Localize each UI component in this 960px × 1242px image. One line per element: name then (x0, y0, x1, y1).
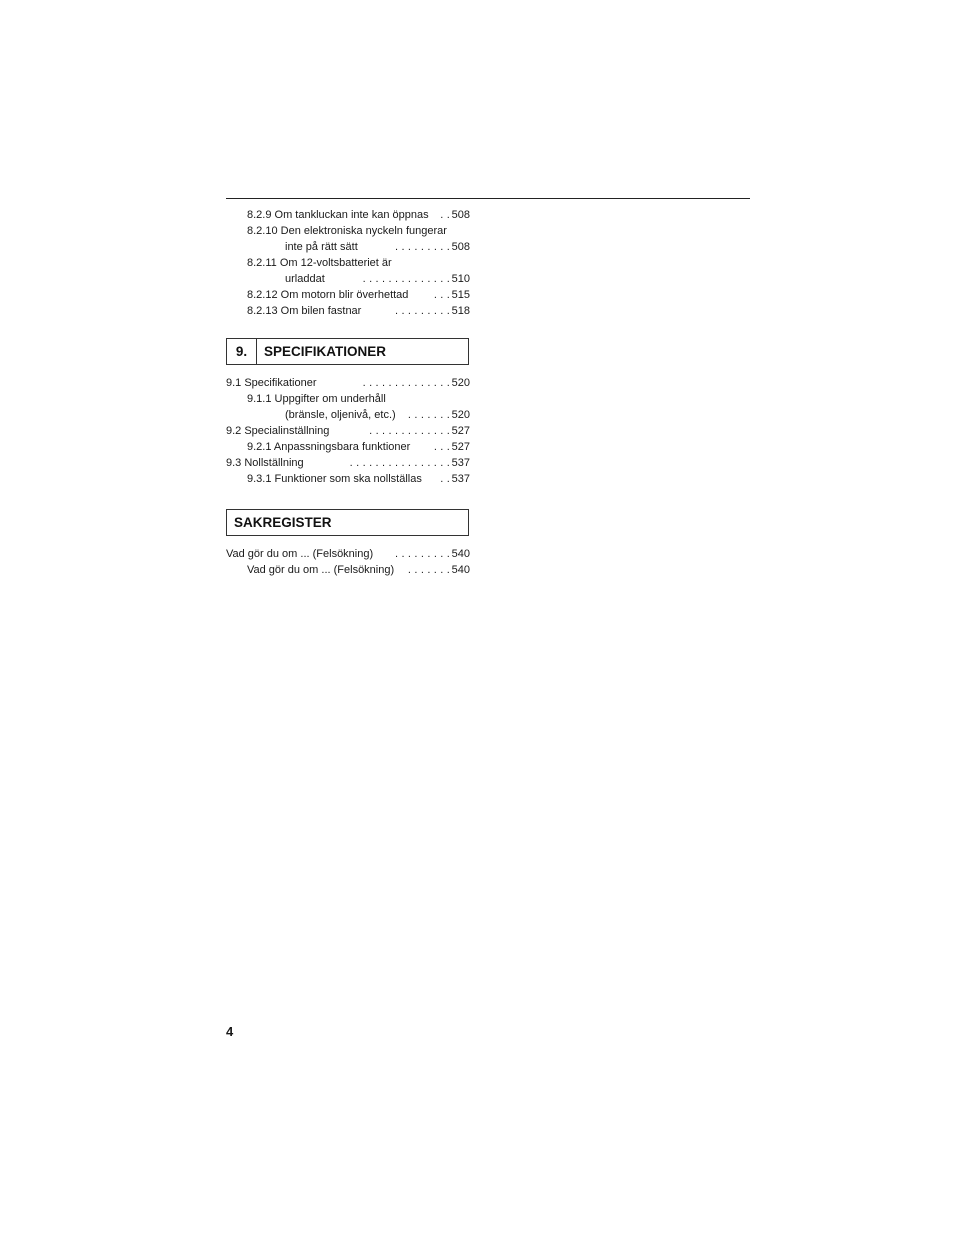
toc-entry-8-2-11-cont[interactable]: urladdat . . . . . . . . . . . . . . 510 (285, 273, 470, 285)
toc-entry-9-1-1-cont[interactable]: (bränsle, oljenivå, etc.) . . . . . . . 520 (285, 409, 470, 421)
toc-entry-8-2-10-cont[interactable]: inte på rätt sätt . . . . . . . . . 508 (285, 241, 470, 253)
toc-entry-9-1-1[interactable]: 9.1.1 Uppgifter om underhåll (247, 393, 386, 405)
section-title: SPECIFIKATIONER (264, 344, 387, 359)
top-rule (226, 198, 750, 199)
section-number: 9. (227, 339, 257, 364)
toc-entry-9-1[interactable]: 9.1 Specifikationer . . . . . . . . . . . . . . 520 (226, 377, 470, 389)
toc-entry-felsokning[interactable]: Vad gör du om ... (Felsökning) . . . . . . . . . 540 (226, 548, 470, 560)
page-number: 4 (226, 1024, 234, 1039)
toc-block-sakregister (226, 546, 470, 578)
toc-block-8-2 (226, 207, 470, 319)
toc-entry-8-2-13[interactable]: 8.2.13 Om bilen fastnar . . . . . . . . . 518 (247, 305, 470, 317)
section-title: SAKREGISTER (234, 515, 332, 530)
toc-entry-9-2-1[interactable]: 9.2.1 Anpassningsbara funktioner . . . 527 (247, 441, 470, 453)
toc-entry-8-2-9[interactable]: 8.2.9 Om tankluckan inte kan öppnas . . 508 (247, 209, 470, 221)
section-heading-specifikationer (226, 338, 469, 365)
toc-entry-8-2-10[interactable]: 8.2.10 Den elektroniska nyckeln fungerar (247, 225, 447, 237)
section-heading-sakregister (226, 509, 469, 536)
toc-entry-8-2-12[interactable]: 8.2.12 Om motorn blir överhettad . . . 515 (247, 289, 470, 301)
toc-block-section-9 (226, 375, 470, 487)
toc-entry-8-2-11[interactable]: 8.2.11 Om 12-voltsbatteriet är (247, 257, 392, 269)
toc-entry-9-2[interactable]: 9.2 Specialinställning . . . . . . . . . . . . . 527 (226, 425, 470, 437)
toc-entry-9-3-1[interactable]: 9.3.1 Funktioner som ska nollställas . . 537 (247, 473, 470, 485)
toc-entry-felsokning-sub[interactable]: Vad gör du om ... (Felsökning) . . . . . . . 540 (247, 564, 470, 576)
toc-entry-9-3[interactable]: 9.3 Nollställning . . . . . . . . . . . . . . . . 537 (226, 457, 470, 469)
